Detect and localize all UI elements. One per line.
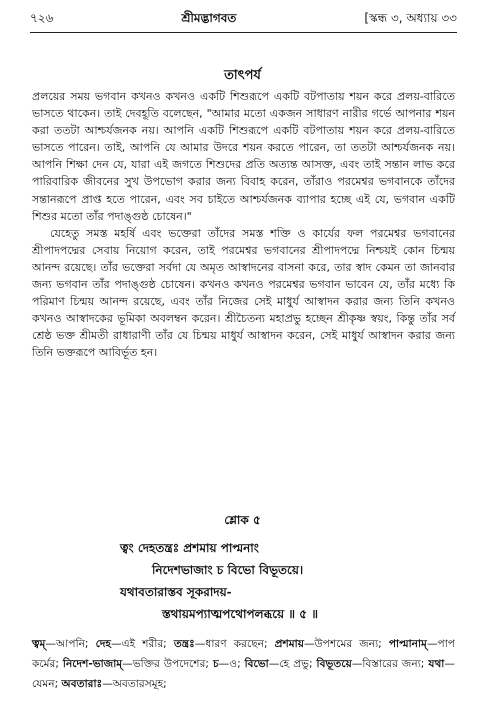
purport-paragraph: যেহেতু সমস্ত মহর্ষি এবং ভক্তেরা তাঁদের সমস্ত শক্তি ও কার্যের ফল পরমেশ্বর ভগবানের শ্রীপাদপদ্মের সেবায় নিয়োগ করেন, তাই পরমেশ্বর ভগবানের শ্রীপাদপদ্মে নিশ্চয়ই কোন চিন্ময় আনন্দ রয়েছে। তাঁর ভক্তেরা সর্বদা যে অমৃত আস্বাদনের বাসনা করে, তার স্বাদ কেমন তা জানবার জন্য ভগবান তাঁর পদাঙ্গুষ্ঠ চোষেন। কখনও কখনও পরমেশ্বর ভগবান ভাবেন যে, তাঁর মধ্যে কি পরিমাণ চিন্ময় আনন্দ রয়েছে, এবং তাঁর নিজের সেই মাধুর্য আস্বাদন করার জন্য তিনি কখনও কখনও আস্বাদকের ভূমিকা অবলম্বন করেন। শ্রীচৈতন্য মহাপ্রভু হচ্ছেন শ্রীকৃষ্ণ স্বয়ং, কিন্তু তাঁর সর্ব শ্রেষ্ঠ ভক্ত শ্রীমতী রাধারাণী তাঁর যে চিন্ময় মাধুর্য আস্বাদন করেন, সেই মাধুর্য আস্বাদন করার জন্য তিনি ভক্তরূপে আবির্ভূত হন। bbox=[32, 226, 455, 360]
verse-text bbox=[120, 537, 460, 625]
synonym-word: নিদেশ-ভাজাম্ bbox=[62, 658, 123, 670]
synonym-word: পাপ্মানাম্ bbox=[388, 638, 427, 650]
synonym-word: ত্বম্ bbox=[32, 638, 46, 650]
synonym-word: বিভো bbox=[244, 658, 269, 670]
purport-paragraph: প্রলয়ের সময় ভগবান কখনও কখনও একটি শিশুরূপে একটি বটপাতায় শয়ন করে প্রলয়-বারিতে ভাসতে থাকেন। তাই দেবহূতি বলেছেন, "আমার মতো একজন সাধারণ নারীর গর্ভে আপনার শয়ন করা ততটা আশ্চর্যজনক নয়। আপনি একটি শিশুরূপে একটি বটপাতায় শয়ন করে প্রলয়-বারিতে ভাসতে পারেন। তাই, আপনি যে আমার উদরে শয়ন করতে পারেন, তা ততটা আশ্চর্যজনক নয়। আপনি শিক্ষা দেন যে, যারা এই জগতে শিশুদের প্রতি অত্যন্ত আসক্ত, এবং তাই সন্তান লাভ করে পারিবারিক জীবনের সুখ উপভোগ করার জন্য বিবাহ করেন, তাঁরাও পরমেশ্বর ভগবানকে তাঁদের সন্তানরূপে প্রাপ্ত হতে পারেন, এবং সব চাইতে আশ্চর্যজনক ব্যাপার হচ্ছে এই যে, ভগবান একটি শিশুর মতো তাঁর পদাঙ্গুষ্ঠ চোষেন।" bbox=[32, 90, 455, 223]
header-divider bbox=[30, 32, 457, 33]
synonym-word: চ bbox=[212, 658, 219, 670]
verse-label: শ্লোক ৫ bbox=[224, 513, 261, 527]
verse-line: যথাবতারাস্তব সূকরাদয়- bbox=[120, 585, 232, 599]
synonym-word: বিভূতয়ে bbox=[316, 658, 352, 670]
verse-line: ত্বং দেহতন্ত্রঃ প্রশমায় পাপ্মনাং bbox=[120, 541, 259, 555]
synonym-meaning: —এই শরীর; bbox=[111, 638, 174, 650]
synonym-meaning: —পাপ কর্মের; bbox=[32, 638, 455, 670]
verse-line: নিদেশভাজাং চ বিভো বিভূতয়ে। bbox=[152, 563, 304, 577]
synonym-word: যথা bbox=[428, 658, 445, 670]
synonym-word: তন্ত্রঃ bbox=[173, 638, 195, 650]
synonym-meaning: —যেমন; bbox=[32, 658, 455, 690]
synonym-meaning: —হে প্রভু; bbox=[268, 658, 317, 670]
synonym-meaning: —বিস্তারের জন্য; bbox=[351, 658, 429, 670]
synonym-meaning: —ধারণ করছেন; bbox=[194, 638, 275, 650]
chapter-reference: [স্কন্ধ ৩, অধ্যায় ৩৩ bbox=[364, 11, 457, 25]
synonym-word: দেহ bbox=[95, 638, 111, 650]
synonyms-block bbox=[32, 634, 455, 694]
synonym-meaning: —উপশমের জন্য; bbox=[303, 638, 389, 650]
verse-line: স্তথায়মপ্যাত্মপথোপলব্ধয়ে ॥ ৫ ॥ bbox=[162, 607, 318, 621]
synonym-word: প্রশমায় bbox=[274, 638, 304, 650]
book-title: শ্রীমদ্ভাগবত bbox=[181, 11, 237, 25]
synonym-meaning: —আপনি; bbox=[45, 638, 96, 650]
purport-body bbox=[32, 88, 455, 362]
synonym-word: অবতারাঃ bbox=[61, 678, 103, 690]
page-number: ৭২৬ bbox=[30, 11, 54, 25]
synonym-meaning: —অবতারসমূহ; bbox=[102, 678, 167, 690]
page-header bbox=[30, 10, 457, 30]
purport-title: তাৎপর্য bbox=[224, 68, 261, 83]
synonym-meaning: —ও; bbox=[218, 658, 245, 670]
synonym-meaning: —ভক্তির উপদেশের; bbox=[122, 658, 213, 670]
